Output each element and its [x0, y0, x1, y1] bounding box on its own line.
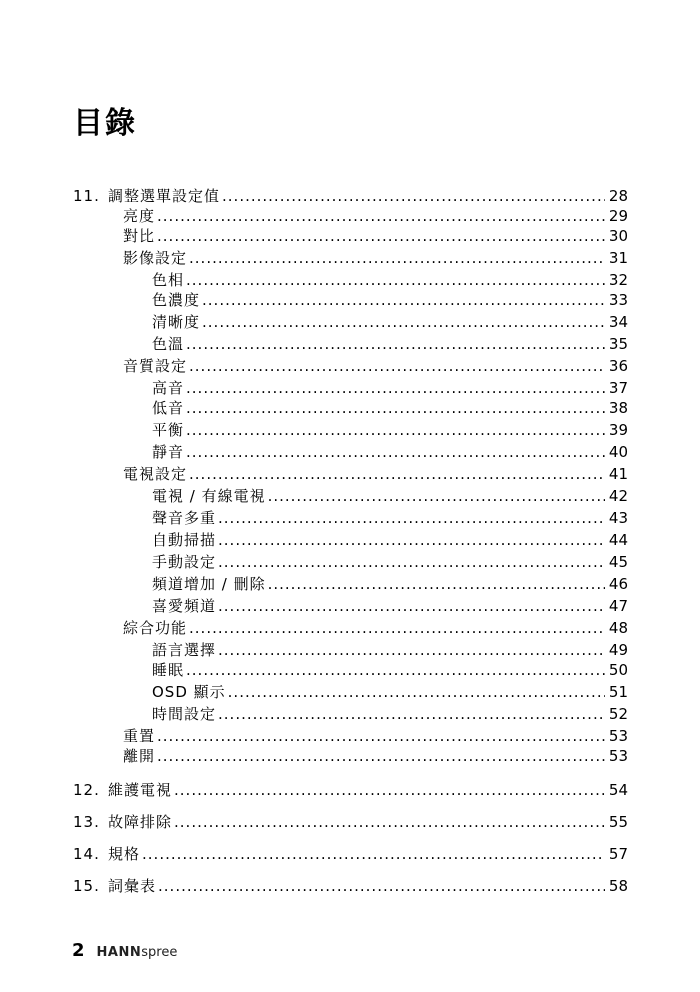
- brand-logo-light: spree: [141, 945, 178, 960]
- toc-entry-title: 睡眠: [152, 661, 185, 679]
- toc-entry-number: 15.: [73, 877, 100, 895]
- dot-leader: [186, 334, 605, 354]
- toc-entry: [0, 844, 700, 864]
- dot-leader: [268, 574, 605, 594]
- dot-leader: [189, 464, 605, 484]
- toc-entry-title: 色相: [152, 271, 185, 289]
- toc-entry: [0, 660, 700, 680]
- toc-entry-title: 靜音: [152, 443, 185, 461]
- toc-entry: [0, 290, 700, 310]
- toc-entry-page: 38: [608, 399, 628, 417]
- toc-entry-line: [152, 640, 628, 660]
- toc-entry: [0, 206, 700, 226]
- toc-entry-page: 50: [608, 661, 628, 679]
- toc-entry: [0, 530, 700, 550]
- toc-entry-line: [123, 746, 628, 766]
- toc-entry-page: 58: [608, 877, 628, 895]
- toc-entry: [0, 464, 700, 484]
- toc-entry-title: 對比: [123, 227, 156, 245]
- dot-leader: [202, 312, 605, 332]
- toc-entry-title: 離開: [123, 747, 156, 765]
- dot-leader: [202, 290, 605, 310]
- dot-leader: [222, 186, 605, 206]
- toc-entry: [0, 640, 700, 660]
- toc-entry-page: 36: [608, 357, 628, 375]
- toc-entry-page: 41: [608, 465, 628, 483]
- toc-entry-page: 28: [608, 187, 628, 205]
- toc-entry-line: [152, 270, 628, 290]
- toc-entry-line: [152, 312, 628, 332]
- toc-entry: [0, 812, 700, 832]
- toc-entry-page: 39: [608, 421, 628, 439]
- toc-entry: [0, 574, 700, 594]
- toc-entry-page: 42: [608, 487, 628, 505]
- toc-entry-page: 29: [608, 207, 628, 225]
- toc-entry-title: 規格: [108, 845, 141, 863]
- page-footer: [72, 940, 177, 964]
- toc-entry-number: 11.: [73, 187, 100, 205]
- toc-entry-line: [152, 398, 628, 418]
- dot-leader: [218, 704, 605, 724]
- toc-entry-title: OSD 顯示: [152, 683, 226, 701]
- dot-leader: [174, 780, 605, 800]
- toc-entry-line: [152, 682, 628, 702]
- toc-entry-line: [152, 574, 628, 594]
- dot-leader: [189, 618, 605, 638]
- dot-leader: [157, 726, 605, 746]
- toc-entry-line: [152, 660, 628, 680]
- toc-entry: [0, 682, 700, 702]
- toc-entry-page: 35: [608, 335, 628, 353]
- brand-logo: [97, 945, 178, 960]
- toc-entry: [0, 270, 700, 290]
- toc-entry-line: [108, 812, 628, 832]
- toc-entry-page: 31: [608, 249, 628, 267]
- toc-entry-line: [152, 596, 628, 616]
- toc-entry: [0, 552, 700, 572]
- toc-entry-page: 48: [608, 619, 628, 637]
- toc-entry-page: 53: [608, 727, 628, 745]
- toc-entry-page: 44: [608, 531, 628, 549]
- toc-entry-title: 亮度: [123, 207, 156, 225]
- dot-leader: [268, 486, 605, 506]
- toc-entry-line: [152, 508, 628, 528]
- toc-entry-title: 綜合功能: [123, 619, 188, 637]
- toc-entry-title: 低音: [152, 399, 185, 417]
- dot-leader: [228, 682, 605, 702]
- toc-entry-title: 平衡: [152, 421, 185, 439]
- toc-entry-title: 時間設定: [152, 705, 217, 723]
- toc-entry: [0, 356, 700, 376]
- dot-leader: [186, 442, 605, 462]
- dot-leader: [218, 508, 605, 528]
- toc-entry-line: [152, 486, 628, 506]
- toc-entry-line: [108, 876, 628, 896]
- toc-entry: [0, 226, 700, 246]
- toc-entry-line: [152, 552, 628, 572]
- dot-leader: [189, 248, 605, 268]
- toc-entry: [0, 420, 700, 440]
- toc-entry-title: 詞彙表: [108, 877, 157, 895]
- dot-leader: [157, 226, 605, 246]
- page-title: 目錄: [73, 106, 137, 141]
- toc-entry: [0, 618, 700, 638]
- toc-entry-title: 清晰度: [152, 313, 201, 331]
- toc-entry-line: [152, 378, 628, 398]
- toc-entry-page: 40: [608, 443, 628, 461]
- toc-entry: [0, 312, 700, 332]
- toc-entry: [0, 398, 700, 418]
- toc-entry-line: [108, 844, 628, 864]
- toc-entry-page: 51: [608, 683, 628, 701]
- dot-leader: [186, 660, 605, 680]
- toc-entry-title: 故障排除: [108, 813, 173, 831]
- toc-entry: [0, 442, 700, 462]
- dot-leader: [218, 596, 605, 616]
- toc-entry: [0, 726, 700, 746]
- toc-entry-number: 13.: [73, 813, 100, 831]
- toc-entry: [0, 704, 700, 724]
- toc-entry-line: [123, 618, 628, 638]
- toc-entry-line: [123, 226, 628, 246]
- toc-entry-page: 47: [608, 597, 628, 615]
- toc-entry: [0, 334, 700, 354]
- toc-entry-title: 自動掃描: [152, 531, 217, 549]
- toc-entry-title: 聲音多重: [152, 509, 217, 527]
- dot-leader: [186, 270, 605, 290]
- toc-entry-title: 色濃度: [152, 291, 201, 309]
- toc-entry: [0, 186, 700, 206]
- toc-entry-title: 調整選單設定值: [108, 187, 221, 205]
- toc-entry-line: [123, 248, 628, 268]
- dot-leader: [142, 844, 605, 864]
- toc-entry-line: [152, 420, 628, 440]
- toc-entry-line: [152, 442, 628, 462]
- dot-leader: [157, 746, 605, 766]
- toc-entry-line: [108, 780, 628, 800]
- toc-entry-line: [108, 186, 628, 206]
- toc-entry: [0, 486, 700, 506]
- toc-entry-number: 12.: [73, 781, 100, 799]
- toc-entry: [0, 746, 700, 766]
- toc-entry-page: 32: [608, 271, 628, 289]
- toc-entry-page: 43: [608, 509, 628, 527]
- toc-entry-line: [152, 530, 628, 550]
- toc-entry-line: [123, 206, 628, 226]
- toc-entry-page: 46: [608, 575, 628, 593]
- toc-entry-page: 45: [608, 553, 628, 571]
- toc-entry-page: 52: [608, 705, 628, 723]
- toc-entry-title: 電視設定: [123, 465, 188, 483]
- toc-entry-page: 57: [608, 845, 628, 863]
- toc-entry: [0, 508, 700, 528]
- dot-leader: [186, 378, 605, 398]
- toc-entry-line: [152, 334, 628, 354]
- toc-entry: [0, 596, 700, 616]
- toc-entry: [0, 780, 700, 800]
- toc-entry-page: 33: [608, 291, 628, 309]
- toc-entry-page: 54: [608, 781, 628, 799]
- dot-leader: [157, 206, 605, 226]
- toc-entry-page: 53: [608, 747, 628, 765]
- toc-entry-title: 手動設定: [152, 553, 217, 571]
- toc-entry-page: 55: [608, 813, 628, 831]
- toc-entry: [0, 378, 700, 398]
- dot-leader: [218, 530, 605, 550]
- dot-leader: [218, 552, 605, 572]
- toc-entry-page: 34: [608, 313, 628, 331]
- toc-entry-page: 30: [608, 227, 628, 245]
- toc-entry-title: 喜愛頻道: [152, 597, 217, 615]
- dot-leader: [186, 398, 605, 418]
- toc-entry-title: 維護電視: [108, 781, 173, 799]
- toc-entry-title: 音質設定: [123, 357, 188, 375]
- dot-leader: [174, 812, 605, 832]
- toc-entry-line: [123, 726, 628, 746]
- toc-entry-title: 高音: [152, 379, 185, 397]
- toc-entry-title: 電視 / 有線電視: [152, 487, 266, 505]
- toc-entry-title: 色溫: [152, 335, 185, 353]
- toc-entry-line: [152, 704, 628, 724]
- toc-entry-title: 語言選擇: [152, 641, 217, 659]
- toc-entry-number: 14.: [73, 845, 100, 863]
- toc-entry: [0, 876, 700, 896]
- page-number: 2: [72, 940, 85, 961]
- dot-leader: [189, 356, 605, 376]
- toc-entry-title: 影像設定: [123, 249, 188, 267]
- dot-leader: [186, 420, 605, 440]
- dot-leader: [158, 876, 605, 896]
- brand-logo-bold: HANN: [96, 945, 142, 960]
- toc-entry-page: 37: [608, 379, 628, 397]
- toc-entry-title: 重置: [123, 727, 156, 745]
- toc-entry-line: [152, 290, 628, 310]
- toc-entry: [0, 248, 700, 268]
- dot-leader: [218, 640, 605, 660]
- toc-entry-title: 頻道增加 / 刪除: [152, 575, 266, 593]
- toc-entry-line: [123, 356, 628, 376]
- toc-entry-page: 49: [608, 641, 628, 659]
- toc-entry-line: [123, 464, 628, 484]
